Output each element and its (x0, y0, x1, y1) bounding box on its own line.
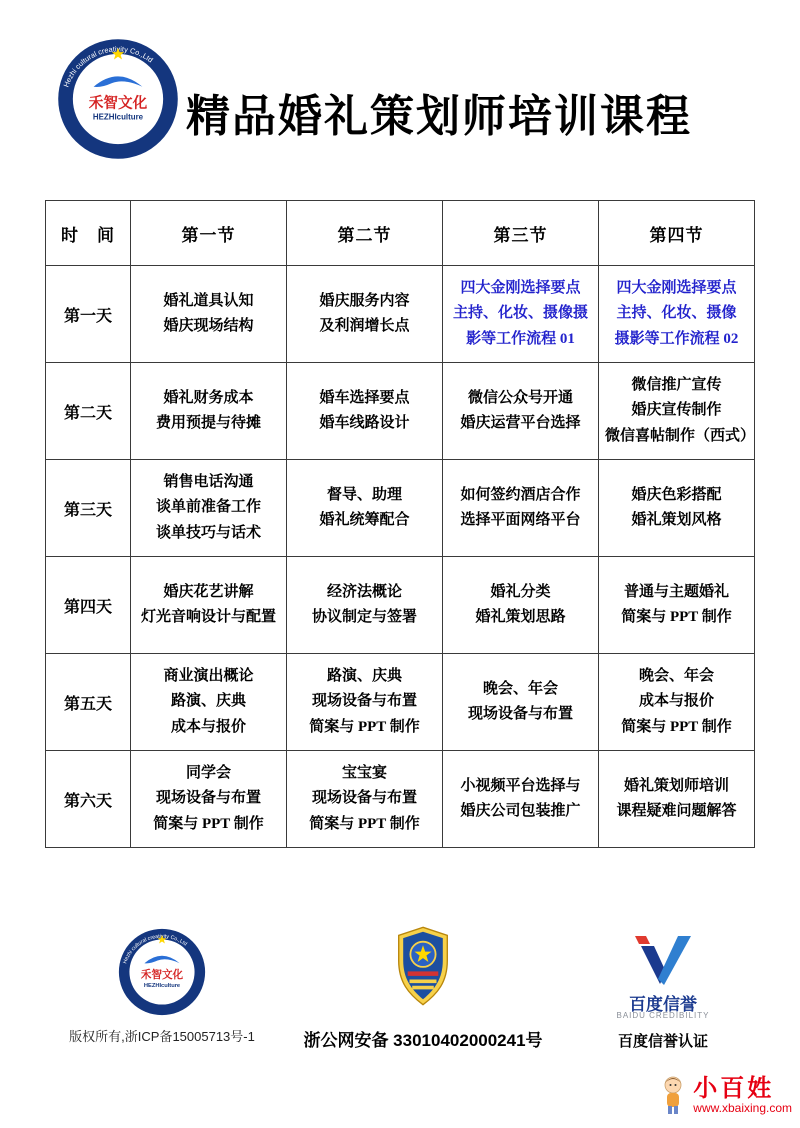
row-time-label: 第二天 (46, 363, 131, 460)
course-cell-line: 婚庆公司包装推广 (460, 803, 581, 819)
hezhi-logo-icon (118, 928, 206, 1016)
row-time-label: 第五天 (46, 654, 131, 751)
table-row (46, 751, 755, 848)
course-cell-line: 主持、化妆、摄像摄 (452, 305, 588, 322)
course-cell-line: 婚庆宣传制作 (631, 402, 722, 419)
course-cell-line: 谈单前准备工作 (155, 499, 261, 516)
watermark-text (693, 1075, 792, 1116)
table-row (46, 557, 755, 654)
hezhi-logo-footer (118, 928, 206, 1016)
course-cell (443, 557, 599, 654)
baidu-name-label: 百度信誉 (629, 995, 697, 1014)
hezhi-logo-icon (57, 38, 179, 160)
course-cell (443, 460, 599, 557)
course-cell (131, 460, 287, 557)
course-cell-line: 晚会、年会 (482, 680, 558, 697)
course-cell-line: 成本与报价 (638, 693, 714, 710)
course-cell-line: 简案与 PPT 制作 (309, 815, 420, 832)
table-row (46, 266, 755, 363)
course-cell-line: 微信喜帖制作（西式） (605, 427, 756, 444)
course-cell-line: 婚庆服务内容 (319, 292, 410, 309)
course-cell-line: 微信推广宣传 (631, 376, 722, 393)
column-header: 第一节 (131, 201, 287, 266)
table-row (46, 654, 755, 751)
hezhi-logo (57, 38, 179, 160)
course-cell-line: 如何签约酒店合作 (460, 486, 581, 503)
course-cell-line: 谈单技巧与话术 (155, 524, 261, 541)
course-cell (599, 460, 755, 557)
course-cell-line: 婚礼策划风格 (631, 512, 722, 528)
course-cell-line: 婚礼统筹配合 (319, 512, 410, 528)
course-cell-line: 婚车线路设计 (319, 415, 410, 431)
course-cell-line: 婚礼策划思路 (475, 609, 566, 625)
course-cell-line: 婚庆花艺讲解 (163, 583, 254, 600)
course-cell-line: 现场设备与布置 (311, 693, 417, 710)
column-header: 时 间 (46, 201, 131, 266)
baidu-latin-label: BAIDU CREDIBILITY (616, 1011, 710, 1020)
course-cell-line: 灯光音响设计与配置 (140, 609, 276, 625)
course-cell (599, 557, 755, 654)
row-time-label: 第六天 (46, 751, 131, 848)
course-cell-line: 费用预提与待摊 (155, 415, 261, 431)
copyright-text: 版权所有,浙ICP备15005713号-1 (69, 1029, 255, 1044)
course-cell (599, 654, 755, 751)
course-cell (131, 363, 287, 460)
course-cell (287, 266, 443, 363)
course-cell-line: 普通与主题婚礼 (623, 583, 729, 600)
course-cell (443, 266, 599, 363)
course-cell-line: 主持、化妆、摄像 (616, 305, 737, 322)
table-row (46, 363, 755, 460)
police-record-text: 浙公网安备 33010402000241号 (303, 1031, 543, 1050)
course-cell (443, 751, 599, 848)
course-cell (131, 654, 287, 751)
course-cell-line: 同学会 (185, 764, 231, 781)
course-cell-line: 选择平面网络平台 (460, 512, 581, 528)
course-cell-line: 宝宝宴 (341, 764, 387, 781)
column-header: 第三节 (443, 201, 599, 266)
course-cell-line: 婚庆色彩搭配 (631, 486, 722, 503)
course-cell-line: 协议制定与签署 (311, 609, 417, 625)
course-cell (287, 460, 443, 557)
baidu-credibility-icon (633, 934, 693, 986)
course-cell (443, 654, 599, 751)
course-cell-line: 路演、庆典 (170, 693, 246, 710)
page-title: 精品婚礼策划师培训课程 (186, 92, 692, 141)
course-cell-line: 督导、助理 (326, 486, 402, 503)
course-cell-line: 微信公众号开通 (467, 389, 573, 406)
course-cell-line: 四大金刚选择要点 (616, 279, 737, 296)
course-cell-line: 婚礼分类 (490, 583, 551, 600)
course-cell-line: 现场设备与布置 (467, 706, 573, 722)
watermark-name: 小百姓 (693, 1074, 775, 1102)
police-badge-icon (396, 920, 450, 1012)
course-cell (287, 557, 443, 654)
column-header: 第二节 (287, 201, 443, 266)
course-cell-line: 晚会、年会 (638, 667, 714, 684)
row-time-label: 第四天 (46, 557, 131, 654)
course-cell-line: 婚礼财务成本 (163, 389, 254, 406)
course-cell-line: 简案与 PPT 制作 (309, 718, 420, 735)
course-cell-line: 路演、庆典 (326, 667, 402, 684)
course-cell-line: 婚庆运营平台选择 (460, 415, 581, 431)
site-watermark (658, 1075, 792, 1116)
course-cell-line: 现场设备与布置 (155, 790, 261, 807)
baidu-caption-label: 百度信誉认证 (617, 1034, 708, 1050)
row-time-label: 第一天 (46, 266, 131, 363)
course-cell-line: 摄影等工作流程 02 (614, 330, 739, 347)
course-cell-line: 课程疑难问题解答 (616, 803, 737, 819)
table-header-row (46, 201, 755, 266)
table-row (46, 460, 755, 557)
course-cell-line: 婚礼道具认知 (163, 292, 254, 309)
course-cell-line: 影等工作流程 01 (466, 330, 575, 347)
mascot-icon (658, 1075, 688, 1115)
course-cell (287, 654, 443, 751)
course-cell (131, 557, 287, 654)
course-cell (443, 363, 599, 460)
course-cell-line: 婚礼策划师培训 (623, 777, 729, 794)
watermark-url: www.xbaixing.com (693, 1101, 792, 1116)
course-cell (131, 266, 287, 363)
course-cell (131, 751, 287, 848)
course-cell-line: 销售电话沟通 (163, 473, 254, 490)
course-cell-line: 简案与 PPT 制作 (621, 609, 732, 625)
row-time-label: 第三天 (46, 460, 131, 557)
column-header: 第四节 (599, 201, 755, 266)
course-cell-line: 四大金刚选择要点 (460, 279, 581, 296)
course-cell (287, 363, 443, 460)
course-cell-line: 经济法概论 (326, 583, 402, 600)
course-cell-line: 婚庆现场结构 (163, 318, 254, 334)
course-cell-line: 简案与 PPT 制作 (621, 718, 732, 735)
course-cell-line: 及利润增长点 (319, 318, 410, 334)
course-cell (599, 266, 755, 363)
course-table (45, 200, 755, 848)
course-cell-line: 成本与报价 (170, 718, 246, 735)
course-cell (599, 751, 755, 848)
course-cell-line: 婚车选择要点 (319, 389, 410, 406)
course-cell-line: 现场设备与布置 (311, 790, 417, 807)
course-cell-line: 小视频平台选择与 (460, 777, 581, 794)
course-cell (287, 751, 443, 848)
course-cell (599, 363, 755, 460)
course-cell-line: 商业演出概论 (163, 667, 254, 684)
course-cell-line: 简案与 PPT 制作 (153, 815, 264, 832)
